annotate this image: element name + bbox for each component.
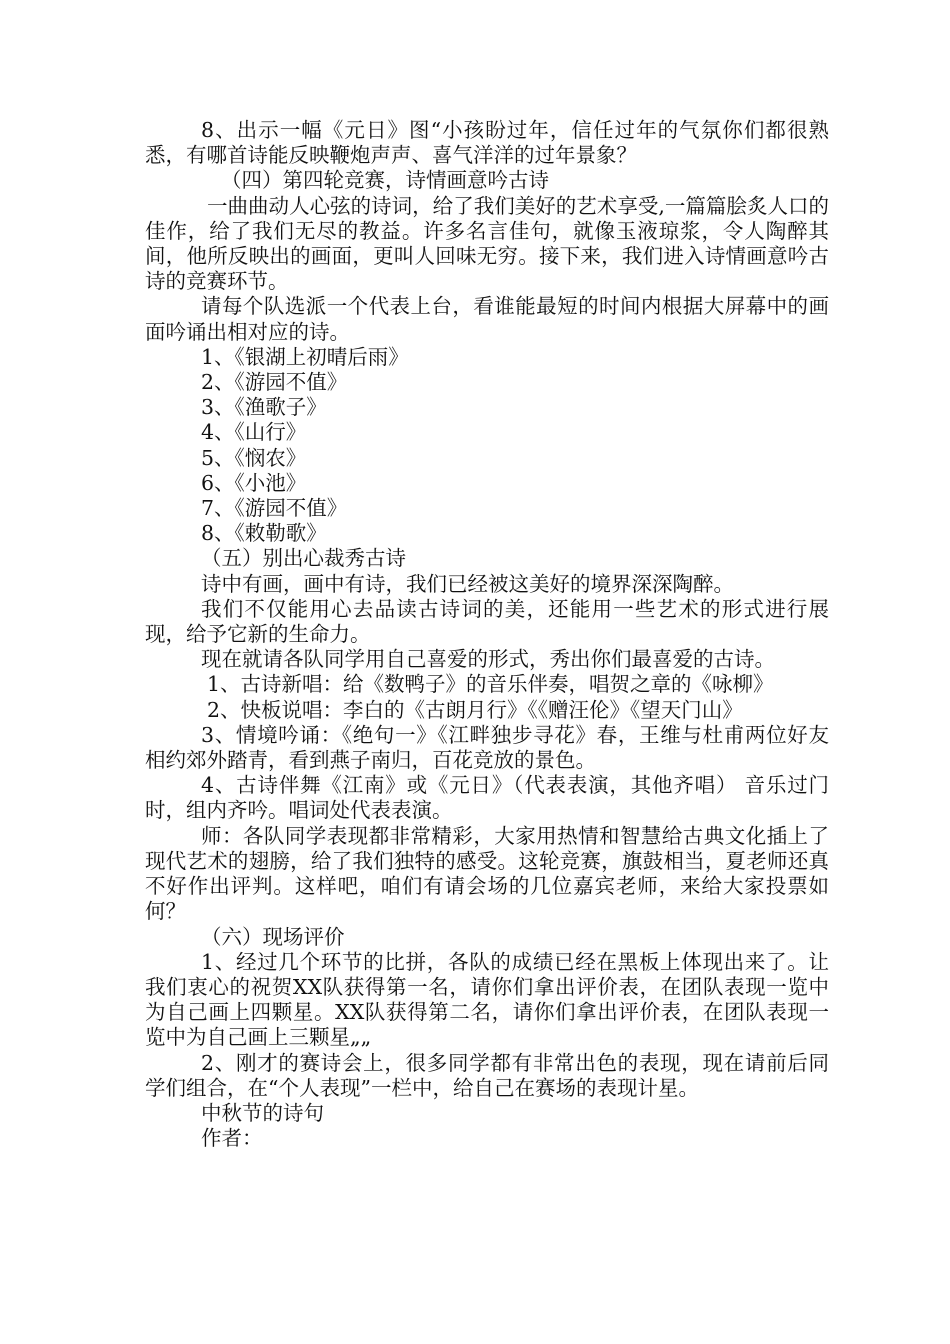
paragraph: 4、《山行》 xyxy=(201,420,307,445)
paragraph: 作者： xyxy=(201,1126,263,1151)
paragraph: 2、刚才的赛诗会上，很多同学都有非常出色的表现，现在请前后同学们组合，在“个人表现”一栏中，给自己在赛场的表现计星。 xyxy=(145,1050,829,1100)
paragraph: 3、情境吟诵：《绝句一》《江畔独步寻花》春，王维与杜甫两位好友相约郊外踏青，看到燕子南归，百花竞放的景色。 xyxy=(145,722,829,773)
paragraph: 1、经过几个环节的比拼，各队的成绩已经在黑板上体现出来了。让我们衷心的祝贺XX队获得第一名，请你们拿出评价表，在团队表现一览中为自己画上四颗星。XX队获得第二名，请你们拿出评价表，在团队表现一览中为自己画上三颗星„„ xyxy=(145,949,829,1050)
paragraph: 现在就请各队同学用自己喜爱的形式，秀出你们最喜爱的古诗。 xyxy=(201,647,775,672)
paragraph: 中秋节的诗句 xyxy=(201,1100,324,1125)
paragraph: 诗中有画，画中有诗，我们已经被这美好的境界深深陶醉。 xyxy=(201,571,734,596)
document-body xyxy=(145,118,829,1151)
paragraph: 6、《小池》 xyxy=(201,470,307,495)
paragraph: 8、《敕勒歌》 xyxy=(201,521,327,546)
paragraph: （六）现场评价 xyxy=(201,924,345,949)
paragraph: 2、《游园不值》 xyxy=(201,370,348,395)
paragraph: 5、《悯农》 xyxy=(201,445,307,470)
paragraph: 7、《游园不值》 xyxy=(201,496,348,521)
paragraph: 1、古诗新唱：给《数鸭子》的音乐伴奏，唱贺之章的《咏柳》 xyxy=(207,672,774,697)
paragraph: 师：各队同学表现都非常精彩，大家用热情和智慧给古典文化插上了现代艺术的翅膀，给了我们独特的感受。这轮竞赛，旗鼓相当，夏老师还真不好作出评判。这样吧，咱们有请会场的几位嘉宾老师，来给大家投票如何？ xyxy=(145,823,829,924)
paragraph: 4、古诗伴舞《江南》或《元日》（代表表演，其他齐唱） 音乐过门时，组内齐吟。唱词处代表表演。 xyxy=(145,773,829,823)
paragraph: 2、快板说唱：李白的《古朗月行》《《赠汪伦》《望天门山》 xyxy=(207,697,743,722)
paragraph: 请每个队选派一个代表上台，看谁能最短的时间内根据大屏幕中的画面吟诵出相对应的诗。 xyxy=(145,294,829,344)
paragraph: 1、《银湖上初晴后雨》 xyxy=(201,344,409,369)
paragraph: （四）第四轮竞赛，诗情画意吟古诗 xyxy=(221,168,549,193)
paragraph: 我们不仅能用心去品读古诗词的美，还能用一些艺术的形式进行展现，给予它新的生命力。 xyxy=(145,596,829,647)
paragraph: 3、《渔歌子》 xyxy=(201,395,327,420)
paragraph: （五）别出心裁秀古诗 xyxy=(201,546,406,571)
paragraph: 一曲曲动人心弦的诗词，给了我们美好的艺术享受,一篇篇脍炙人口的佳作，给了我们无尽的教益。许多名言佳句，就像玉液琼浆，令人陶醉其间，他所反映出的画面，更叫人回味无穷。接下来，我们进入诗情画意吟古诗的竞赛环节。 xyxy=(145,193,829,294)
paragraph: 8、出示一幅《元日》图“小孩盼过年，信任过年的气氛你们都很熟悉，有哪首诗能反映鞭炮声声、喜气洋洋的过年景象？ xyxy=(145,118,829,168)
